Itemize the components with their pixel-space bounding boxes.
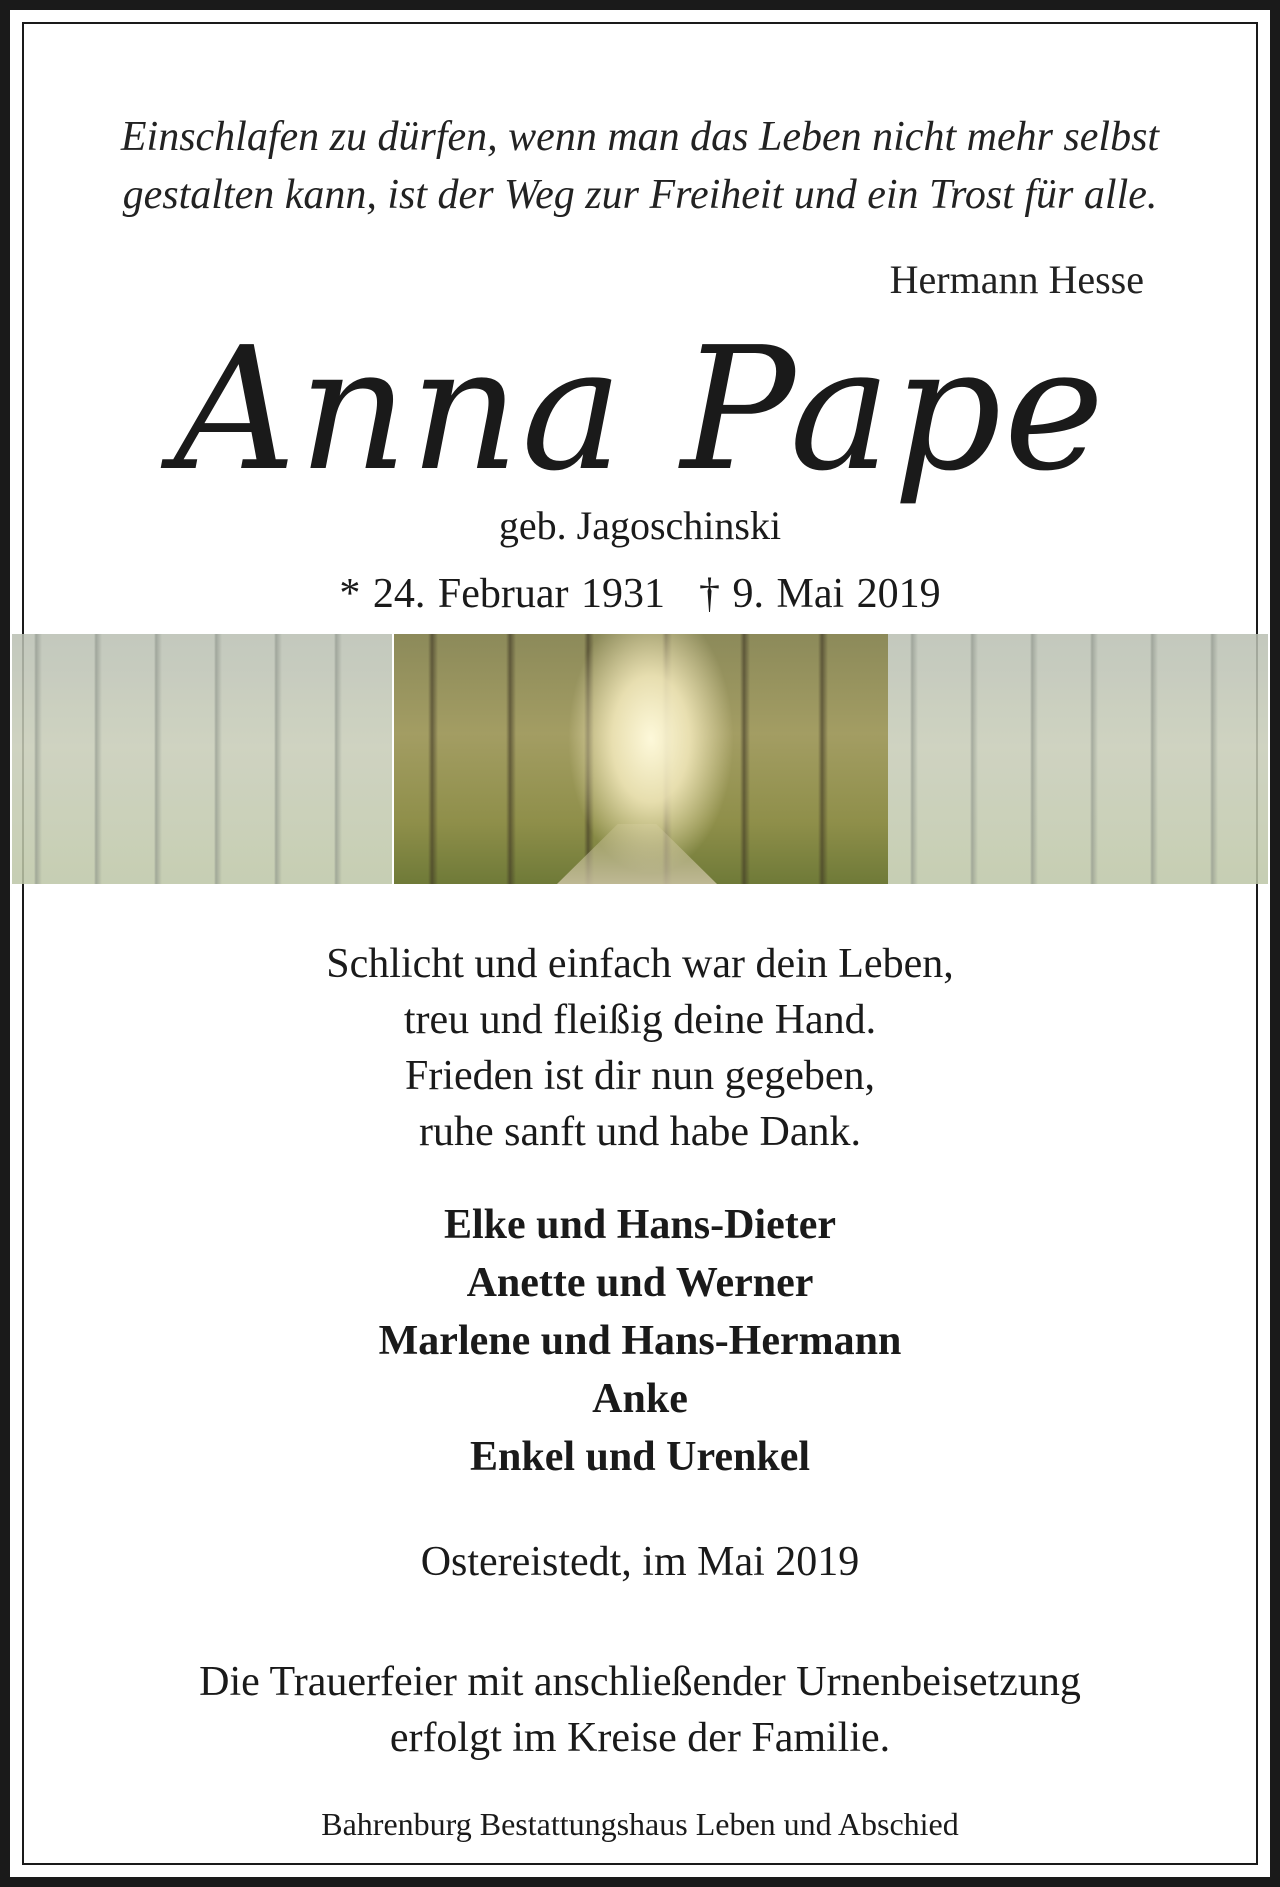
family-member: Enkel und Urenkel — [470, 1434, 810, 1480]
family-list — [10, 1196, 1270, 1486]
service-line: erfolgt im Kreise der Familie. — [389, 1715, 891, 1761]
funeral-home: Bahrenburg Bestattungshaus Leben und Abschied — [321, 1806, 959, 1842]
poem — [10, 936, 1270, 1160]
quote-line: gestalten kann, ist der Weg zur Freiheit und ein Trost für alle. — [122, 172, 1158, 218]
forest-left-panel — [12, 634, 392, 884]
life-dates — [10, 570, 1270, 618]
forest-right-panel — [888, 634, 1268, 884]
quote-author: Hermann Hesse — [889, 257, 1144, 302]
poem-line: Frieden ist dir nun gegeben, — [404, 1053, 876, 1099]
poem-line: ruhe sanft und habe Dank. — [418, 1109, 862, 1155]
service-line: Die Trauerfeier mit anschließender Urnenbeisetzung — [199, 1659, 1081, 1705]
place-date: Ostereistedt, im Mai 2019 — [420, 1539, 860, 1585]
poem-line: Schlicht und einfach war dein Leben, — [326, 941, 954, 987]
quote-line: Einschlafen zu dürfen, wenn man das Leben nicht mehr selbst — [120, 114, 1160, 160]
family-member: Marlene und Hans-Hermann — [378, 1318, 902, 1364]
quote — [40, 108, 1240, 224]
poem-line: treu und fleißig deine Hand. — [403, 997, 877, 1043]
family-member: Elke und Hans-Dieter — [443, 1202, 837, 1248]
birth-date: * 24. Februar 1931 — [339, 571, 665, 617]
obituary-card — [10, 10, 1270, 1877]
family-member: Anette und Werner — [466, 1260, 814, 1306]
maiden-name: geb. Jagoschinski — [498, 503, 782, 548]
forest-image — [12, 634, 1268, 884]
deceased-name: Anna Pape — [173, 311, 1107, 509]
death-date: † 9. Mai 2019 — [698, 571, 941, 617]
service-note — [10, 1654, 1270, 1766]
family-member: Anke — [592, 1376, 688, 1422]
